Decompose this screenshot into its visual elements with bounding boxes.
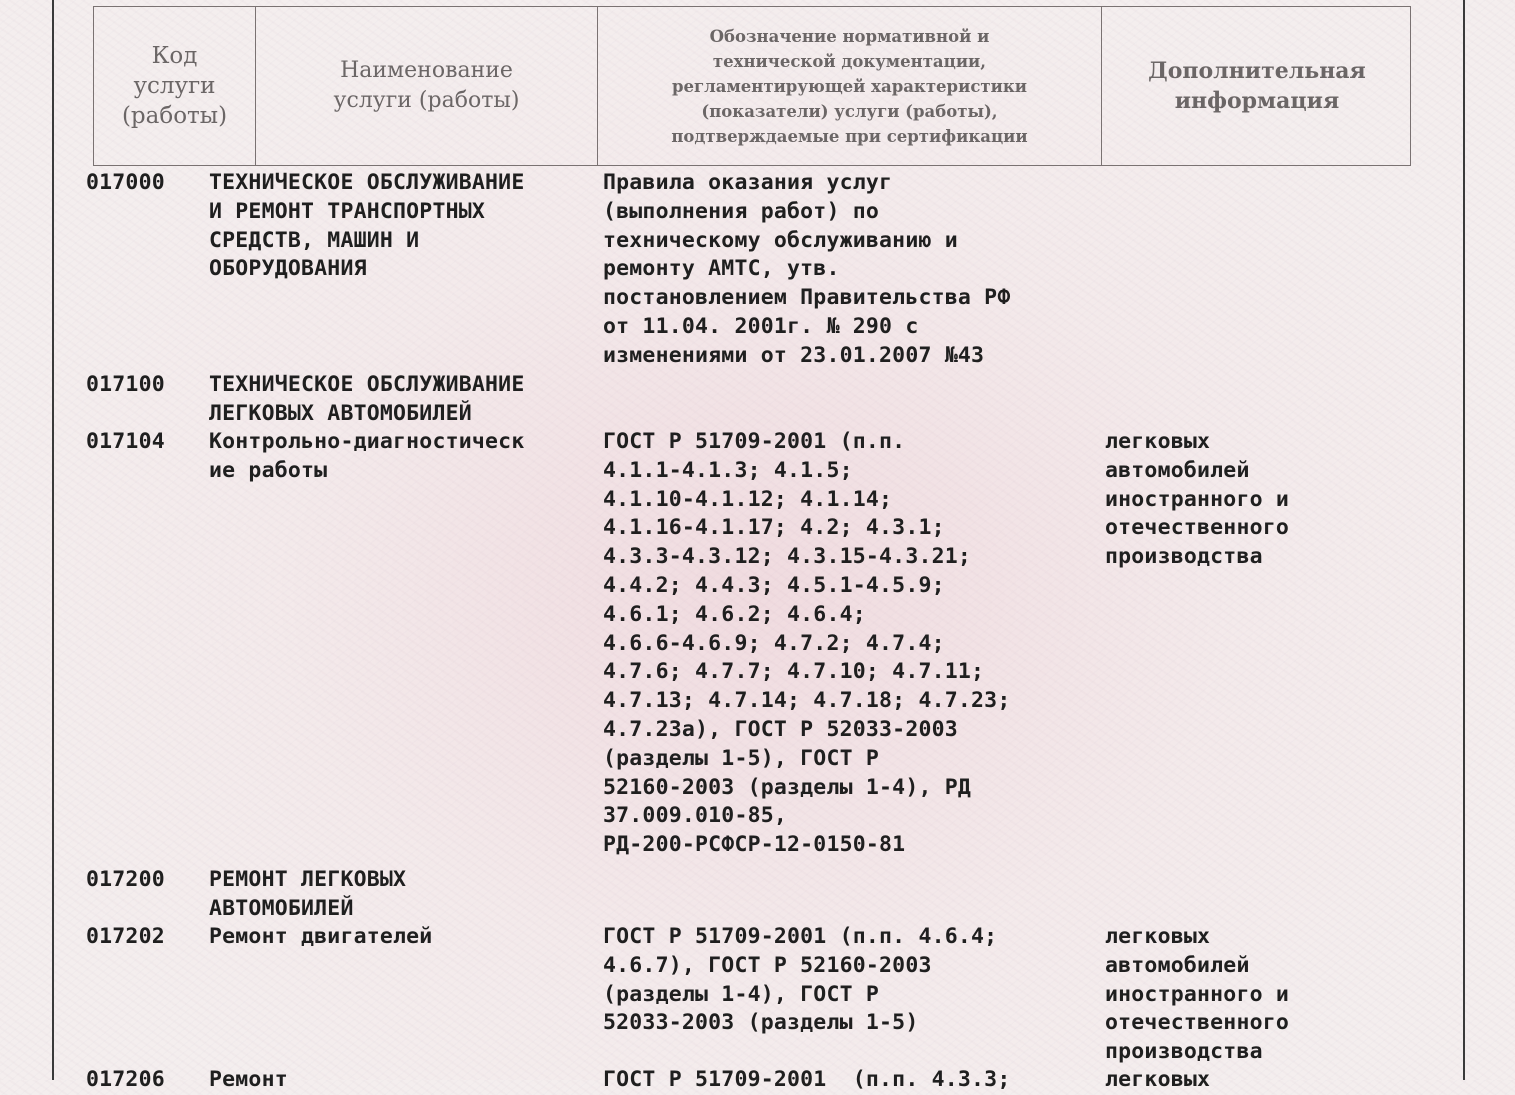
row-service-name: Ремонт: [209, 1067, 288, 1092]
row-normative-docs: Правила оказания услуг (выполнения работ) по техническому обслуживанию и ремонту АМТС, утв. постановлением Правительства РФ от 11.04. 2001г. № 290 с изменениями от 23.01.2007 №43: [603, 170, 1011, 368]
header-normative-label: Обозначение нормативной и технической документации, регламентирующей характеристики (показатели) услуги (работы), подтверждаемые при сертификации: [671, 26, 1028, 146]
row-additional-info: легковых: [1105, 1067, 1211, 1092]
row-additional-info: легковых автомобилей иностранного и отечественного производства: [1105, 924, 1290, 1065]
header-code-cell: [94, 7, 256, 165]
row-service-name: ТЕХНИЧЕСКОЕ ОБСЛУЖИВАНИЕ И РЕМОНТ ТРАНСПОРТНЫХ СРЕДСТВ, МАШИН И ОБОРУДОВАНИЯ: [209, 170, 525, 282]
page-frame-left-line: [52, 0, 54, 1080]
row-code: 017206: [86, 1067, 165, 1092]
row-service-name: ТЕХНИЧЕСКОЕ ОБСЛУЖИВАНИЕ ЛЕГКОВЫХ АВТОМОБИЛЕЙ: [209, 372, 525, 426]
row-normative-docs: ГОСТ Р 51709-2001 (п.п. 4.6.4; 4.6.7), ГОСТ Р 52160-2003 (разделы 1-4), ГОСТ Р 52033-2003 (разделы 1-5): [603, 924, 998, 1036]
row-service-name: Ремонт двигателей: [209, 924, 433, 949]
header-name-cell: [256, 7, 598, 165]
header-normative-cell: [598, 7, 1102, 165]
row-code: 017202: [86, 924, 165, 949]
row-code: 017100: [86, 372, 165, 397]
row-code: 017200: [86, 867, 165, 892]
page-frame-right-line: [1463, 0, 1465, 1080]
row-normative-docs: ГОСТ Р 51709-2001 (п.п. 4.1.1-4.1.3; 4.1.5; 4.1.10-4.1.12; 4.1.14; 4.1.16-4.1.17; 4.2; 4.3.1; 4.3.3-4.3.12; 4.3.15-4.3.21; 4.4.2; 4.4.3; 4.5.1-4.5.9; 4.6.1; 4.6.2; 4.6.4; 4.6.6-4.6.9; 4.7.2; 4.7.4; 4.7.6; 4.7.7; 4.7.10; 4.7.11; 4.7.13; 4.7.14; 4.7.18; 4.7.23; 4.7.23а), ГОСТ Р 52033-2003 (разделы 1-5), ГОСТ Р 52160-2003 (разделы 1-4), РД 37.009.010-85, РД-200-РСФСР-12-0150-81: [603, 429, 1011, 858]
row-code: 017000: [86, 170, 165, 195]
header-name-label: Наименование услуги (работы): [333, 58, 520, 113]
row-additional-info: легковых автомобилей иностранного и отечественного производства: [1105, 429, 1290, 570]
row-service-name: РЕМОНТ ЛЕГКОВЫХ АВТОМОБИЛЕЙ: [209, 867, 407, 921]
row-code: 017104: [86, 429, 165, 454]
header-code-label: Код услуги (работы): [121, 43, 228, 129]
row-service-name: Контрольно-диагностическ ие работы: [209, 429, 525, 483]
header-additional-label: Дополнительная информация: [1148, 58, 1366, 114]
table-header: [93, 6, 1411, 166]
header-additional-cell: [1102, 7, 1412, 165]
row-normative-docs: ГОСТ Р 51709-2001 (п.п. 4.3.3;: [603, 1067, 1011, 1092]
